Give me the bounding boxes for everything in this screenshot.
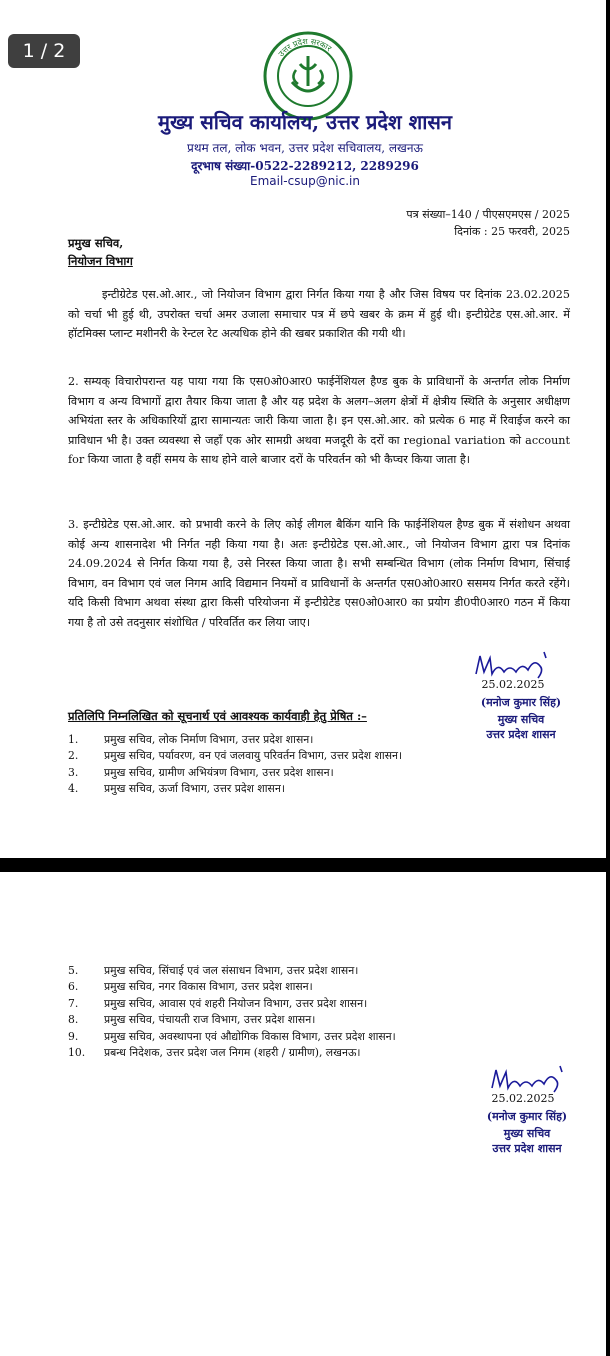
copy-to-list-page-2: [68, 962, 396, 1061]
list-item: 2. प्रमुख सचिव, पर्यावरण, वन एवं जलवायु परिवर्तन विभाग, उत्तर प्रदेश शासन।: [68, 749, 403, 763]
letter-number: पत्र संख्या–140 / पीएसएमएस / 2025: [406, 208, 570, 221]
list-item: 6. प्रमुख सचिव, नगर विकास विभाग, उत्तर प्रदेश शासन।: [68, 980, 313, 994]
signatory-designation: मुख्य सचिव: [503, 1127, 551, 1140]
signature-date: 25.02.2025: [491, 1092, 555, 1105]
paragraph-2: 2. सम्यक् विचारोपरान्त यह पाया गया कि एस0ओ0आर0 फाईनेंशियल हैण्ड बुक के प्राविधानों के अन्तर्गत लोक निर्माण विभाग व अन्य विभागों द्वारा तैयार किया जाता है और यह प्रदेश के अलग–अलग क्षेत्रों में क्षेत्रीय स्थिति के अनुसार अधीक्षण अभियंता स्तर के अधिकारियों द्वारा सामान्यतः जारी किया जाता है। इन एस.ओ.आर. को प्रत्येक 6 माह में रिवाईज करने का प्राविधान भी है। उक्त व्यवस्था से जहाँ एक ओर सामग्री अथवा मजदूरी के दरों का regional variation को account for किया जाता है वहीं समय के साथ होने वाले बाजार दरों के परिवर्तन को भी कैप्चर किया जाता है।: [68, 375, 570, 466]
office-address: प्रथम तल, लोक भवन, उत्तर प्रदेश सचिवालय, लखनऊ: [187, 141, 423, 155]
office-title: मुख्य सचिव कार्यालय, उत्तर प्रदेश शासन: [158, 110, 452, 134]
copy-to-list-page-1: [68, 731, 402, 797]
list-item: 8. प्रमुख सचिव, पंचायती राज विभाग, उत्तर प्रदेश शासन।: [68, 1013, 316, 1027]
addressee-title: प्रमुख सचिव,: [68, 236, 124, 250]
signatory-office: उत्तर प्रदेश शासन: [486, 728, 556, 741]
office-phone: दूरभाष संख्या-0522-2289212, 2289296: [191, 159, 419, 173]
list-item: 5. प्रमुख सचिव, सिंचाई एवं जल संसाधन विभाग, उत्तर प्रदेश शासन।: [68, 963, 359, 977]
office-email: Email-csup@nic.in: [250, 174, 360, 188]
list-item: 10. प्रबन्ध निदेशक, उत्तर प्रदेश जल निगम (शहरी / ग्रामीण), लखनऊ।: [68, 1046, 361, 1060]
list-item: 9. प्रमुख सचिव, अवस्थापना एवं औद्योगिक विकास विभाग, उत्तर प्रदेश शासन।: [68, 1029, 396, 1043]
paragraph-3: 3. इन्टीग्रेटेड एस.ओ.आर. को प्रभावी करने के लिए कोई लीगल बैकिंग यानि कि फाईनेंशियल हैण्ड बुक में संशोधन अथवा कोई अन्य शासनादेश भी निर्गत नही किया गया है। अतः इन्टीग्रेटेड एस.ओ.आर., जो नियोजन विभाग द्वारा पत्र दिनांक 24.09.2024 से निर्गत किया गया है, उसे निरस्त किया जाता है। सभी सम्बन्धित विभाग (लोक निर्माण विभाग, सिंचाई विभाग, वन विभाग एवं जल निगम आदि विद्यमान नियमों व प्राविधानों के अन्तर्गत एस0ओ0आर0 ससमय निर्गत करते रहेंगे। यदि किसी विभाग अथवा संस्था द्वारा किसी परियोजना में इन्टीग्रेटेड एस0ओ0आर0 का प्रयोग डी0पी0आर0 गठन में किया गया है तो उसे तदनुसार संशोधित / परिवर्तित कर लिया जाए।: [68, 518, 570, 629]
page-counter: 1 / 2: [8, 34, 80, 68]
letter-date: दिनांक : 25 फरवरी, 2025: [454, 225, 570, 238]
addressee-department: नियोजन विभाग: [68, 254, 133, 268]
paragraph-1: इन्टीग्रेटेड एस.ओ.आर., जो नियोजन विभाग द्वारा निर्गत किया गया है और जिस विषय पर दिनांक 23.02.2025 को चर्चा भी हुई थी, उपरोक्त चर्चा अमर उजाला समाचार पत्र में छपे खबर के क्रम में हुई थी। इन्टीग्रेटेड एस.ओ.आर. में हॉटमिक्स प्लान्ट मशीनरी के रेन्टल रेट अत्यधिक होने की खबर प्रकाशित की गयी थी।: [68, 288, 570, 340]
list-item: 3. प्रमुख सचिव, ग्रामीण अभियंत्रण विभाग, उत्तर प्रदेश शासन।: [68, 765, 334, 779]
copy-to-heading: प्रतिलिपि निम्नलिखित को सूचनार्थ एवं आवश्यक कार्यवाही हेतु प्रेषित :–: [68, 709, 367, 723]
list-item: 1. प्रमुख सचिव, लोक निर्माण विभाग, उत्तर प्रदेश शासन।: [68, 732, 314, 746]
list-item: 7. प्रमुख सचिव, आवास एवं शहरी नियोजन विभाग, उत्तर प्रदेश शासन।: [68, 996, 368, 1010]
signatory-name: (मनोज कुमार सिंह): [480, 696, 562, 709]
signatory-name: (मनोज कुमार सिंह): [486, 1110, 568, 1123]
list-item: 4. प्रमुख सचिव, ऊर्जा विभाग, उत्तर प्रदेश शासन।: [68, 782, 285, 796]
signatory-office: उत्तर प्रदेश शासन: [492, 1142, 562, 1155]
document-page-2: [0, 872, 606, 1356]
signature-date: 25.02.2025: [481, 678, 545, 691]
signatory-designation: मुख्य सचिव: [497, 713, 545, 726]
emblem-text: उत्तर प्रदेश सरकार: [276, 36, 334, 59]
